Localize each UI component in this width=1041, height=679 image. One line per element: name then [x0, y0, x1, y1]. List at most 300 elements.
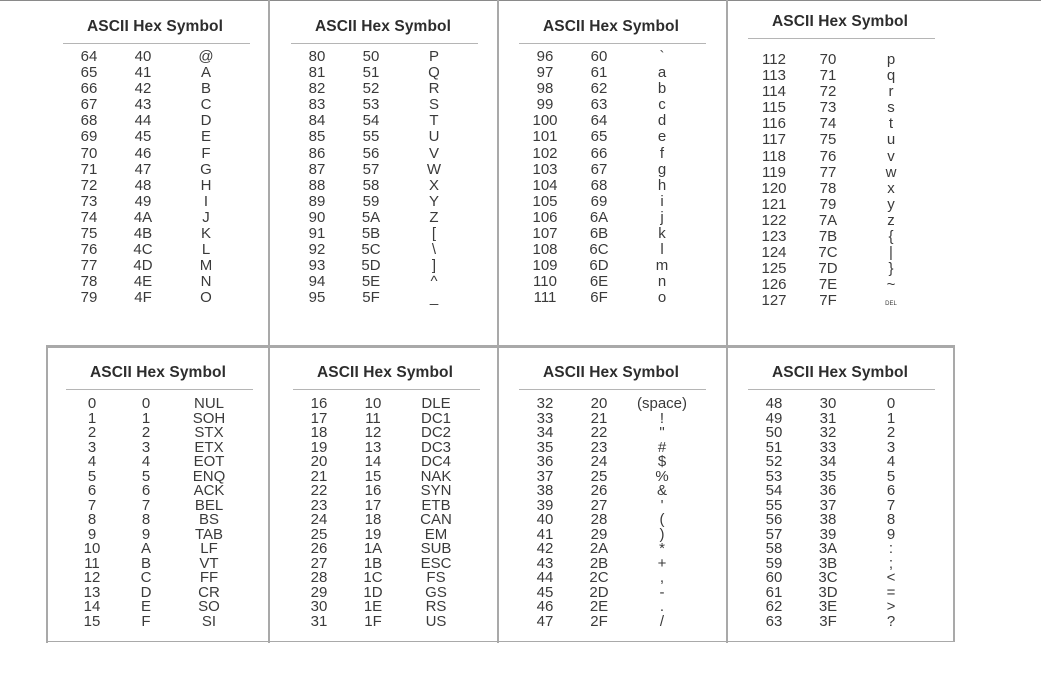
table-row [58, 570, 273, 585]
symbol: = [886, 583, 896, 601]
table-row [740, 277, 955, 293]
symbol: l [660, 241, 664, 259]
symbol: C [200, 96, 212, 114]
ascii-code: 15 [83, 612, 101, 630]
table-row [740, 454, 955, 469]
symbol: { [888, 228, 894, 246]
symbol: w [885, 163, 897, 181]
symbol: 4 [886, 453, 896, 470]
symbol: a [657, 64, 667, 82]
table-row [511, 425, 726, 440]
ascii-code: 54 [765, 482, 783, 499]
ascii-code: 19 [310, 438, 328, 456]
hex-code: 32 [819, 424, 837, 441]
ascii-code: 98 [536, 80, 554, 98]
table-row [55, 178, 270, 194]
hex-code: 5E [361, 273, 381, 291]
hex-code: 2F [590, 612, 608, 630]
ascii-code: 12 [83, 569, 101, 586]
ascii-code: 46 [536, 598, 554, 615]
hex-code: 54 [362, 112, 380, 130]
ascii-code: 87 [308, 160, 326, 178]
hex-code: 76 [819, 147, 837, 165]
ascii-code: 33 [536, 409, 554, 427]
symbol: RS [425, 598, 447, 615]
symbol: ETX [194, 438, 224, 456]
table-row [58, 411, 273, 426]
ascii-code: 7 [87, 496, 97, 514]
ascii-code: 69 [80, 128, 98, 146]
hex-code: 4D [133, 257, 153, 275]
ascii-code: 29 [310, 583, 328, 601]
table-row [58, 440, 273, 455]
table-row [511, 97, 726, 113]
symbol: 6 [886, 482, 896, 499]
hex-code: 52 [362, 80, 380, 98]
ascii-code: 72 [80, 176, 98, 194]
symbol: v [887, 147, 895, 165]
ascii-code: 34 [536, 424, 554, 441]
table-row [283, 146, 498, 162]
ascii-code: 61 [765, 583, 783, 601]
hex-code: 2B [589, 554, 609, 572]
table-row [511, 162, 726, 178]
symbol: m [655, 257, 669, 275]
symbol: < [886, 569, 896, 586]
hex-code: 3 [141, 438, 151, 456]
hex-code: 47 [134, 160, 152, 178]
ascii-code: 16 [310, 395, 328, 412]
table-row [740, 585, 955, 600]
symbol: / [659, 612, 665, 630]
hex-code: 18 [364, 511, 382, 528]
symbol: - [659, 583, 665, 601]
symbol: L [201, 241, 211, 259]
symbol: P [428, 48, 439, 65]
symbol: V [428, 144, 439, 162]
ascii-code: 21 [310, 467, 328, 485]
table-row [283, 49, 498, 65]
ascii-code: 32 [536, 395, 554, 412]
hex-code: 5B [361, 225, 381, 243]
ascii-code: 49 [765, 409, 783, 427]
ascii-code: 114 [762, 83, 786, 101]
ascii-code: 57 [765, 525, 783, 543]
symbol: r [888, 83, 894, 101]
symbol: % [655, 467, 669, 485]
symbol: s [887, 99, 895, 117]
hex-code: 3C [818, 569, 838, 586]
table-row [740, 440, 955, 455]
ascii-code: 59 [765, 554, 783, 572]
hex-code: 14 [364, 453, 382, 470]
hex-code: 2A [589, 540, 609, 557]
symbol: BS [198, 511, 219, 528]
hex-code: 2 [141, 424, 151, 441]
hex-code: 21 [590, 409, 608, 427]
table-row [283, 210, 498, 226]
table-row [285, 411, 500, 426]
symbol: H [200, 176, 212, 194]
hex-code: 2D [589, 583, 609, 601]
table-header: ASCII Hex Symbol [317, 364, 453, 381]
ascii-code: 17 [310, 409, 328, 427]
hex-code: 6B [589, 225, 609, 243]
ascii-code: 65 [80, 64, 98, 82]
ascii-code: 75 [80, 225, 98, 243]
table-row [740, 570, 955, 585]
hex-code: 11 [365, 409, 381, 427]
symbol: B [200, 80, 211, 98]
ascii-code: 119 [762, 163, 786, 181]
hex-code: 6F [590, 289, 608, 307]
hex-code: 1E [363, 598, 383, 615]
symbol: 0 [886, 395, 896, 412]
hex-code: 2E [589, 598, 609, 615]
ascii-code: 71 [80, 160, 98, 178]
table-row [55, 146, 270, 162]
hex-code: 2C [589, 569, 609, 586]
symbol: S [428, 96, 439, 114]
hex-code: 26 [590, 482, 608, 499]
top-border [0, 0, 1041, 1]
symbol: ETB [421, 496, 451, 514]
hex-code: 59 [362, 192, 380, 210]
hex-code: 17 [364, 496, 382, 514]
ascii-code: 82 [308, 80, 326, 98]
hex-code: 66 [590, 144, 608, 162]
ascii-code: 80 [308, 48, 326, 65]
ascii-code: 115 [762, 99, 786, 117]
ascii-code: 81 [308, 64, 326, 82]
symbol: GS [425, 583, 447, 601]
symbol: CR [198, 583, 220, 601]
table-row [285, 498, 500, 513]
symbol: W [426, 160, 442, 178]
symbol: ^ [430, 273, 438, 291]
ascii-code: 64 [80, 48, 98, 65]
hex-code: 9 [141, 525, 151, 543]
table-header: ASCII Hex Symbol [772, 13, 908, 30]
symbol: \ [431, 241, 437, 259]
table-row [283, 290, 498, 306]
table-row [285, 527, 500, 542]
symbol: ? [886, 612, 896, 630]
header-rule [66, 389, 253, 390]
symbol: | [889, 244, 893, 262]
symbol: u [886, 131, 896, 149]
table-row [511, 570, 726, 585]
hex-code: 7A [818, 211, 838, 229]
symbol: ESC [420, 554, 452, 572]
symbol: " [659, 424, 665, 441]
hex-code: 25 [590, 467, 608, 485]
table-row [740, 197, 955, 213]
table-row [740, 599, 955, 614]
symbol: 9 [886, 525, 896, 543]
table-row [511, 81, 726, 97]
table-row [740, 68, 955, 84]
hex-code: 23 [590, 438, 608, 456]
ascii-code: 107 [532, 225, 558, 243]
table-row [511, 527, 726, 542]
hex-code: 37 [819, 496, 837, 514]
header-rule [748, 389, 935, 390]
column-divider [46, 346, 48, 643]
hex-code: C [140, 569, 152, 586]
symbol: FF [199, 569, 219, 586]
hex-code: 3B [818, 554, 838, 572]
ascii-code: 97 [536, 64, 554, 82]
ascii-code: 2 [87, 424, 97, 441]
table-row [58, 498, 273, 513]
header-rule [291, 43, 478, 44]
ascii-code: 58 [765, 540, 783, 557]
symbol: Z [429, 208, 439, 226]
ascii-code: 22 [310, 482, 328, 499]
hex-code: 10 [364, 395, 382, 412]
ascii-code: 89 [308, 192, 326, 210]
ascii-code: 86 [308, 144, 326, 162]
hex-code: 44 [134, 112, 152, 130]
ascii-code: 56 [765, 511, 783, 528]
hex-code: 4A [133, 208, 153, 226]
hex-code: 58 [362, 176, 380, 194]
symbol: j [660, 208, 664, 226]
ascii-code: 91 [308, 225, 326, 243]
symbol: K [200, 225, 211, 243]
hex-code: 45 [134, 128, 152, 146]
ascii-code: 108 [532, 241, 558, 259]
symbol: 2 [886, 424, 896, 441]
symbol: @ [198, 48, 214, 65]
hex-code: 5A [361, 208, 381, 226]
symbol: SI [201, 612, 217, 630]
symbol: DC4 [420, 453, 451, 470]
symbol: ! [659, 409, 665, 427]
ascii-code: 68 [80, 112, 98, 130]
symbol: Y [428, 192, 439, 210]
hex-code: 56 [362, 144, 380, 162]
ascii-code: 0 [87, 395, 97, 412]
table-row [511, 440, 726, 455]
hex-code: 48 [134, 176, 152, 194]
table-row [285, 599, 500, 614]
table-row [55, 274, 270, 290]
symbol: US [425, 612, 447, 630]
table-row [283, 242, 498, 258]
ascii-code: 6 [87, 482, 97, 499]
symbol: _ [429, 289, 439, 307]
table-row [283, 194, 498, 210]
ascii-code: 101 [532, 128, 558, 146]
symbol: c [658, 96, 666, 114]
symbol: ) [659, 525, 665, 543]
hex-code: 41 [134, 64, 152, 82]
table-row [285, 469, 500, 484]
table-row [740, 84, 955, 100]
hex-code: 72 [819, 83, 837, 101]
symbol: $ [657, 453, 667, 470]
ascii-code: 124 [761, 244, 787, 262]
table-row [511, 49, 726, 65]
symbol: M [199, 257, 213, 275]
hex-code: 6 [141, 482, 151, 499]
symbol: & [656, 482, 667, 499]
table-row [58, 512, 273, 527]
hex-code: 3E [818, 598, 838, 615]
table-row [58, 483, 273, 498]
symbol: ] [431, 257, 437, 275]
ascii-code: 18 [310, 424, 328, 441]
table-rows [285, 396, 500, 628]
table-row [740, 100, 955, 116]
ascii-code: 73 [80, 192, 98, 210]
hex-code: 73 [819, 99, 837, 117]
symbol: R [428, 80, 440, 98]
hex-code: 4E [133, 273, 153, 291]
ascii-code: 5 [87, 467, 97, 485]
symbol: q [886, 67, 896, 85]
table-row [58, 541, 273, 556]
symbol: : [888, 540, 894, 557]
ascii-code: 36 [536, 453, 554, 470]
symbol: G [200, 160, 212, 178]
ascii-code: 122 [761, 211, 787, 229]
ascii-code: 51 [765, 438, 783, 456]
hex-code: 70 [819, 51, 837, 68]
hex-code: E [140, 598, 151, 615]
table-row [740, 165, 955, 181]
hex-code: 43 [134, 96, 152, 114]
hex-code: 62 [590, 80, 608, 98]
symbol: TAB [194, 525, 224, 543]
table-row [740, 245, 955, 261]
table-row [511, 194, 726, 210]
column-divider [726, 0, 728, 346]
table-row [740, 116, 955, 132]
table-row [283, 65, 498, 81]
table-row [58, 527, 273, 542]
hex-code: 68 [590, 176, 608, 194]
hex-code: 6C [589, 241, 609, 259]
ascii-code: 105 [532, 192, 558, 210]
table-row [58, 556, 273, 571]
ascii-code: 40 [536, 511, 554, 528]
table-row [285, 541, 500, 556]
ascii-code: 88 [308, 176, 326, 194]
hex-code: D [140, 583, 152, 601]
symbol: . [659, 598, 665, 615]
ascii-code: 95 [308, 289, 326, 307]
table-row [511, 226, 726, 242]
table-row [740, 541, 955, 556]
hex-code: 8 [141, 511, 151, 528]
symbol: D [200, 112, 212, 130]
ascii-code: 39 [536, 496, 554, 514]
table-row [58, 585, 273, 600]
hex-code: 13 [364, 438, 382, 456]
ascii-code: 10 [83, 540, 101, 557]
table-row [511, 411, 726, 426]
table-row [283, 258, 498, 274]
ascii-code: 70 [80, 144, 98, 162]
symbol: o [657, 289, 667, 307]
hex-code: 65 [590, 128, 608, 146]
table-rows [511, 396, 726, 628]
column-divider [726, 346, 728, 643]
symbol: EOT [193, 453, 225, 470]
symbol: ; [888, 554, 894, 572]
hex-code: 1F [364, 612, 382, 630]
hex-code: 33 [819, 438, 837, 456]
hex-code: 31 [819, 409, 837, 427]
table-row [283, 226, 498, 242]
symbol: O [200, 289, 212, 307]
hex-code: 6E [589, 273, 609, 291]
ascii-code: 110 [533, 273, 557, 291]
hex-code: 12 [364, 424, 382, 441]
table-row [511, 396, 726, 411]
symbol: p [886, 51, 896, 68]
symbol: y [887, 195, 895, 213]
ascii-code: 92 [308, 241, 326, 259]
table-row [55, 49, 270, 65]
hex-code: 3A [818, 540, 838, 557]
symbol: ~ [886, 276, 896, 294]
table-rows [283, 49, 498, 307]
hex-code: 3F [819, 612, 837, 630]
ascii-code: 109 [532, 257, 558, 275]
symbol: f [659, 144, 665, 162]
table-row [285, 570, 500, 585]
symbol: d [657, 112, 667, 130]
symbol: F [201, 144, 211, 162]
table-row [55, 162, 270, 178]
symbol: + [657, 554, 667, 572]
table-row [740, 512, 955, 527]
table-row [740, 483, 955, 498]
ascii-code: 23 [310, 496, 328, 514]
table-row [511, 274, 726, 290]
ascii-code: 60 [765, 569, 783, 586]
ascii-code: 102 [532, 144, 558, 162]
symbol: > [886, 598, 896, 615]
table-row [283, 274, 498, 290]
hex-code: 4 [141, 453, 151, 470]
ascii-code: 41 [536, 525, 554, 543]
hex-code: 24 [590, 453, 608, 470]
hex-code: 38 [819, 511, 837, 528]
table-header: ASCII Hex Symbol [87, 18, 223, 35]
table-row [511, 498, 726, 513]
ascii-code: 79 [80, 289, 98, 307]
symbol: STX [194, 424, 224, 441]
hex-code: 51 [362, 64, 380, 82]
table-row [740, 411, 955, 426]
hex-code: 7F [819, 292, 837, 310]
ascii-code: 127 [761, 292, 787, 310]
ascii-code: 76 [80, 241, 98, 259]
hex-code: 74 [819, 115, 837, 133]
table-row [55, 226, 270, 242]
hex-code: 7E [818, 276, 838, 294]
table-row [285, 614, 500, 629]
table-row [58, 614, 273, 629]
hex-code: 39 [819, 525, 837, 543]
table-row [740, 261, 955, 277]
hex-code: 78 [819, 179, 837, 197]
